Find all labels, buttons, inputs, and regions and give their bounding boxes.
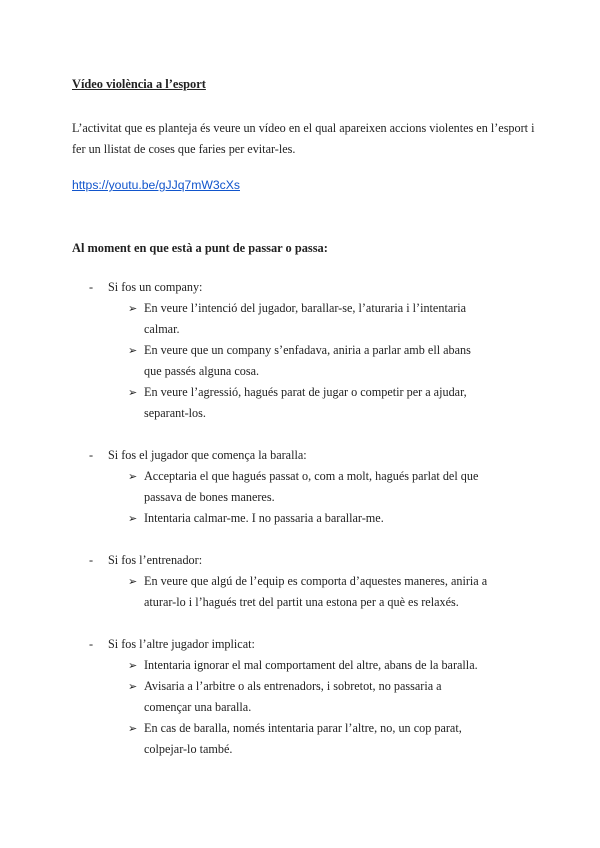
arrow-bullet-icon: ➢ [128, 470, 138, 483]
list-item [0, 382, 490, 424]
scenario-label: Si fos un company: [108, 280, 203, 294]
list-item-text: En veure que un company s’enfadava, aniria a parlar amb ell abans que passés alguna cosa. [144, 343, 471, 378]
arrow-bullet-icon: ➢ [128, 302, 138, 315]
arrow-bullet-icon: ➢ [128, 512, 138, 525]
list-item-text: En veure l’agressió, hagués parat de jugar o competir per a ajudar, separant-los. [144, 385, 467, 420]
scenario-label: Si fos el jugador que comença la baralla: [108, 448, 307, 462]
list-item [0, 718, 490, 760]
arrow-bullet-icon: ➢ [128, 344, 138, 357]
dash-bullet: - [89, 280, 94, 294]
document-title: Vídeo violència a l’esport [72, 77, 206, 91]
list-item-text: Intentaria ignorar el mal comportament del altre, abans de la baralla. [144, 658, 478, 672]
list-item [0, 508, 490, 529]
scenario-label: Si fos l’altre jugador implicat: [108, 637, 255, 651]
scenario-label: Si fos l’entrenador: [108, 553, 203, 567]
arrow-bullet-icon: ➢ [128, 386, 138, 399]
list-item [0, 571, 490, 613]
list-item [0, 298, 490, 340]
list-item [0, 340, 490, 382]
arrow-bullet-icon: ➢ [128, 659, 138, 672]
video-link[interactable]: https://youtu.be/gJJq7mW3cXs [72, 178, 240, 192]
scenario-section [0, 445, 600, 529]
dash-bullet: - [89, 448, 94, 462]
section-subheading: Al moment en que està a punt de passar o passa: [72, 241, 328, 255]
scenario-section [0, 634, 600, 760]
scenario-section [0, 550, 600, 613]
arrow-bullet-icon: ➢ [128, 722, 138, 735]
scenario-section [0, 277, 600, 424]
arrow-bullet-icon: ➢ [128, 575, 138, 588]
list-item-text: En veure que algú de l’equip es comporta d’aquestes maneres, aniria a aturar-lo i l’hagués tret del partit una estona per a què es relaxés. [144, 574, 488, 609]
list-item-text: En cas de baralla, només intentaria parar l’altre, no, un cop parat, colpejar-lo també. [144, 721, 462, 756]
list-item [0, 466, 490, 508]
list-item-text: Intentaria calmar-me. I no passaria a barallar-me. [144, 511, 384, 525]
dash-bullet: - [89, 637, 94, 651]
arrow-bullet-icon: ➢ [128, 680, 138, 693]
list-item-text: Avisaria a l’arbitre o als entrenadors, i sobretot, no passaria a començar una baralla. [144, 679, 442, 714]
list-item-text: Acceptaria el que hagués passat o, com a molt, hagués parlat del que passava de bones maneres. [144, 469, 479, 504]
dash-bullet: - [89, 553, 94, 567]
list-item [0, 676, 490, 718]
intro-paragraph: L’activitat que es planteja és veure un vídeo en el qual apareixen accions violentes en l’esport i fer un llistat de coses que faries per evitar-les. [72, 121, 535, 156]
list-item-text: En veure l’intenció del jugador, barallar-se, l’aturaria i l’intentaria calmar. [144, 301, 467, 336]
list-item [0, 655, 490, 676]
